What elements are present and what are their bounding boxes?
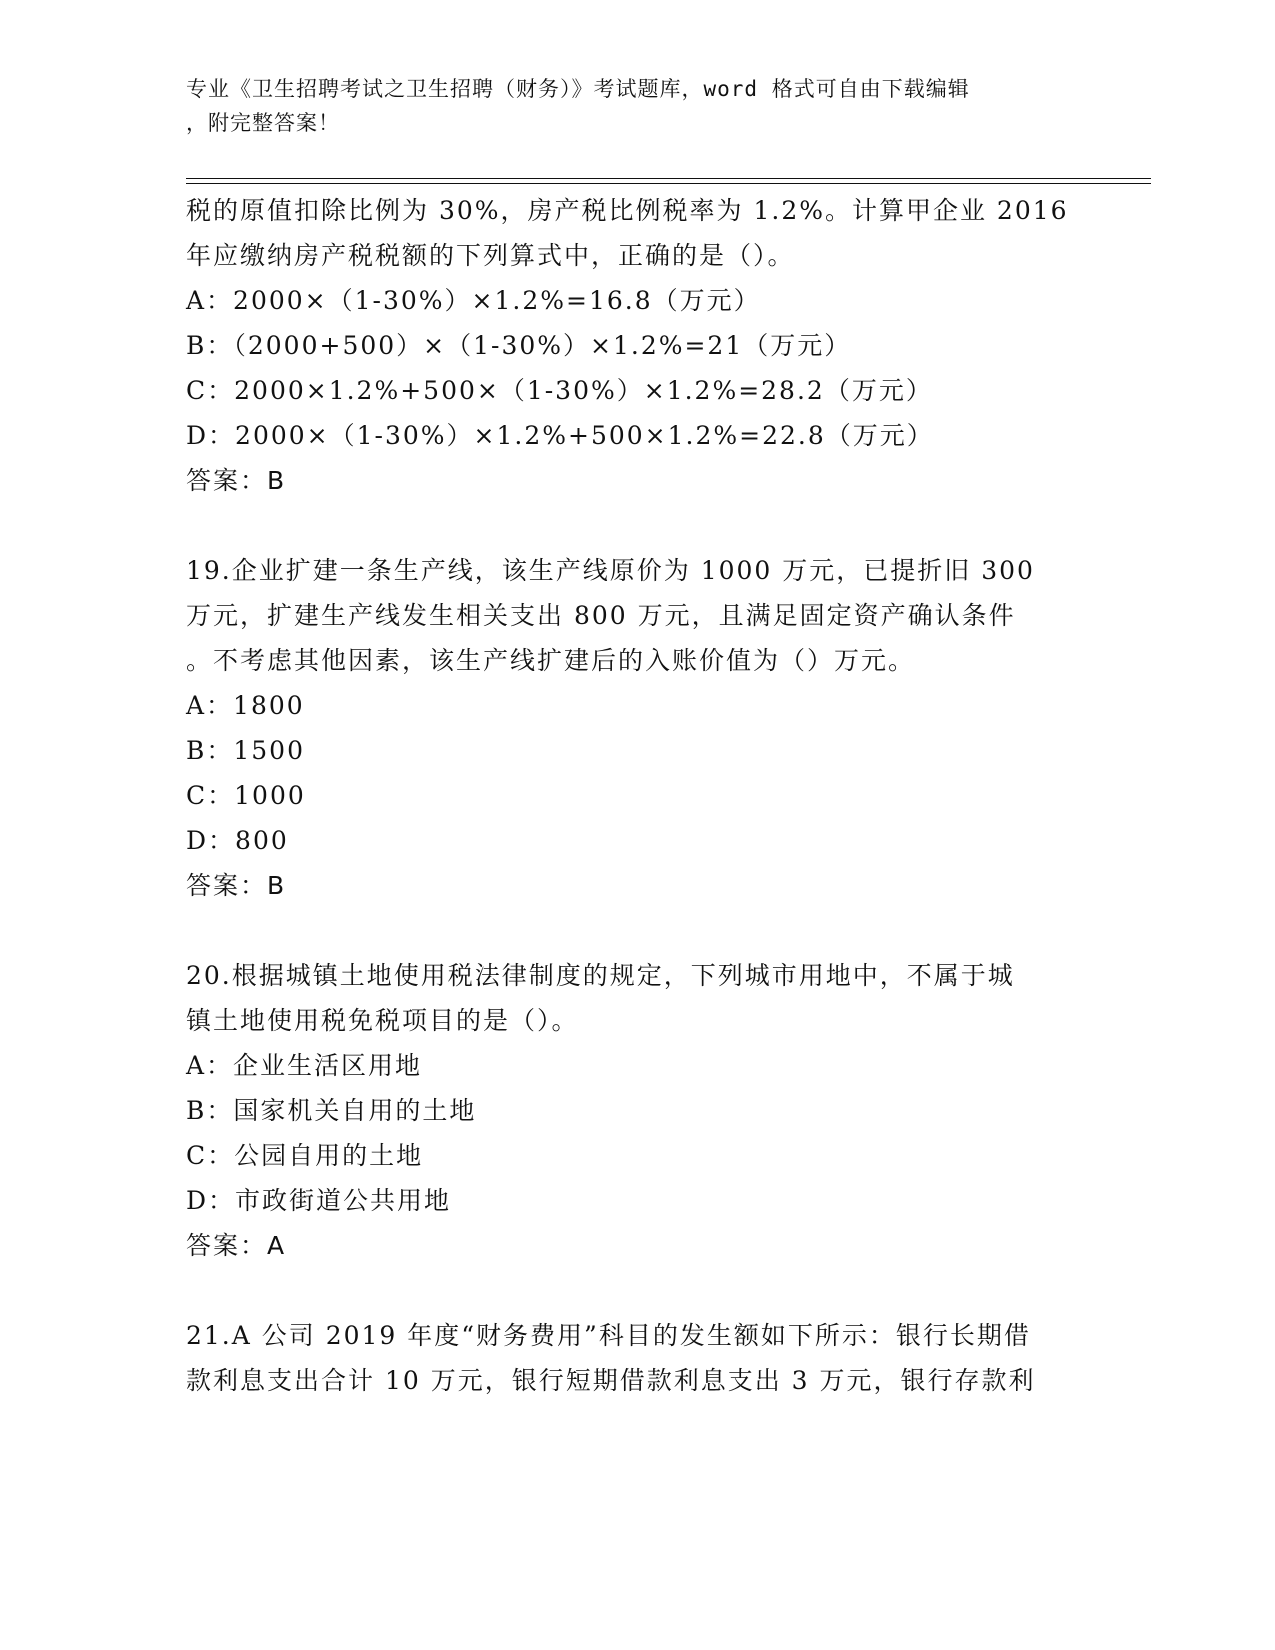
option-a: A：1800 <box>186 691 305 720</box>
document-header <box>186 72 1086 140</box>
spacer <box>186 908 1086 953</box>
option-c: C：2000×1.2%+500×（1-30%）×1.2%=28.2（万元） <box>186 376 933 405</box>
question-text: 款利息支出合计 10 万元，银行短期借款利息支出 3 万元，银行存款利 <box>186 1366 1036 1395</box>
option-c: C：公园自用的土地 <box>186 1141 424 1170</box>
option-b: B：1500 <box>186 736 305 765</box>
question-20 <box>186 953 1086 1268</box>
option-d: D：2000×（1-30%）×1.2%+500×1.2%=22.8（万元） <box>186 421 934 450</box>
question-text: 19.企业扩建一条生产线，该生产线原价为 1000 万元，已提折旧 300 <box>186 556 1035 585</box>
option-c: C：1000 <box>186 781 306 810</box>
question-19 <box>186 548 1086 908</box>
question-text: 税的原值扣除比例为 30%，房产税比例税率为 1.2%。计算甲企业 2016 <box>186 196 1069 225</box>
spacer <box>186 1268 1086 1313</box>
option-d: D：800 <box>186 826 289 855</box>
answer-label: 答案：B <box>186 466 287 495</box>
option-b: B：国家机关自用的土地 <box>186 1096 477 1125</box>
question-text: 镇土地使用税免税项目的是（）。 <box>186 1006 579 1035</box>
header-rule-bottom <box>186 183 1151 184</box>
question-text: 21.A 公司 2019 年度“财务费用”科目的发生额如下所示：银行长期借 <box>186 1321 1031 1350</box>
question-text: 。不考虑其他因素，该生产线扩建后的入账价值为（）万元。 <box>186 646 916 675</box>
spacer <box>186 503 1086 548</box>
answer-label: 答案：A <box>186 1231 287 1260</box>
question-list <box>186 188 1086 1403</box>
question-text: 万元，扩建生产线发生相关支出 800 万元，且满足固定资产确认条件 <box>186 601 1016 630</box>
answer-label: 答案：B <box>186 871 287 900</box>
header-line-2: ，附完整答案！ <box>186 111 340 135</box>
header-rule-top <box>186 178 1151 179</box>
question-text: 20.根据城镇土地使用税法律制度的规定，下列城市用地中，不属于城 <box>186 961 1015 990</box>
question-21 <box>186 1313 1086 1403</box>
header-line-1: 专业《卫生招聘考试之卫生招聘（财务）》考试题库，word 格式可自由下载编辑 <box>186 77 970 101</box>
option-a: A：企业生活区用地 <box>186 1051 423 1080</box>
option-b: B：（2000+500）×（1-30%）×1.2%=21（万元） <box>186 331 852 360</box>
question-text: 年应缴纳房产税税额的下列算式中，正确的是（）。 <box>186 241 795 270</box>
option-d: D：市政街道公共用地 <box>186 1186 452 1215</box>
question-18 <box>186 188 1086 503</box>
option-a: A：2000×（1-30%）×1.2%=16.8（万元） <box>186 286 761 315</box>
